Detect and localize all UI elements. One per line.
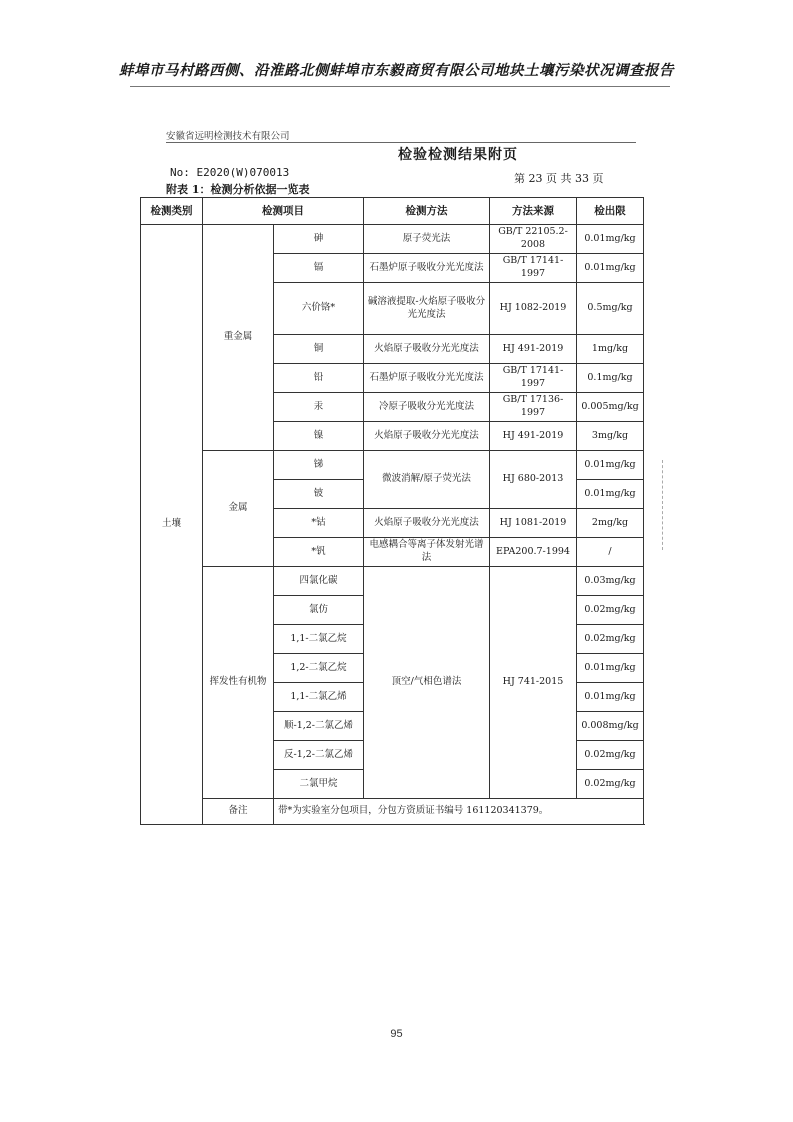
scan-margin-marks [662, 460, 671, 550]
limit-cell: 0.01mg/kg [577, 225, 644, 254]
source-cell: HJ 1081-2019 [490, 509, 577, 538]
source-cell: GB/T 17141-1997 [490, 364, 577, 393]
source-cell: HJ 491-2019 [490, 422, 577, 451]
item-cell: 1,2-二氯乙烷 [274, 654, 364, 683]
limit-cell: 0.02mg/kg [577, 741, 644, 770]
method-cell: 火焰原子吸收分光光度法 [364, 509, 490, 538]
header-method: 检测方法 [364, 198, 490, 225]
analysis-basis-table [140, 197, 644, 825]
limit-cell: 0.01mg/kg [577, 451, 644, 480]
limit-cell: 0.01mg/kg [577, 480, 644, 509]
group-voc: 挥发性有机物 [203, 567, 274, 799]
method-cell: 电感耦合等离子体发射光谱法 [364, 538, 490, 567]
source-cell: HJ 1082-2019 [490, 283, 577, 335]
limit-cell: 0.02mg/kg [577, 596, 644, 625]
limit-cell: 0.01mg/kg [577, 254, 644, 283]
limit-cell: 3mg/kg [577, 422, 644, 451]
method-cell: 火焰原子吸收分光光度法 [364, 335, 490, 364]
report-number: No: E2020(W)070013 [170, 166, 290, 179]
page-number: 95 [390, 1028, 403, 1040]
limit-cell: 0.03mg/kg [577, 567, 644, 596]
table-row [141, 451, 644, 480]
report-header: 蚌埠市马村路西侧、沿淮路北侧蚌埠市东毅商贸有限公司地块土壤污染状况调查报告 [119, 62, 674, 79]
header-source: 方法来源 [490, 198, 577, 225]
method-cell: 石墨炉原子吸收分光光度法 [364, 254, 490, 283]
item-cell: 锑 [274, 451, 364, 480]
method-cell: 碱溶液提取-火焰原子吸收分光光度法 [364, 283, 490, 335]
limit-cell: 0.1mg/kg [577, 364, 644, 393]
doc-title: 检验检测结果附页 [398, 147, 518, 163]
category-cell: 土壤 [141, 225, 203, 825]
table-header-row [141, 198, 644, 225]
item-cell: 铜 [274, 335, 364, 364]
item-cell: 铍 [274, 480, 364, 509]
header-limit: 检出限 [577, 198, 644, 225]
group-heavy-metals: 重金属 [203, 225, 274, 451]
item-cell: 镍 [274, 422, 364, 451]
group-metals: 金属 [203, 451, 274, 567]
item-cell: 四氯化碳 [274, 567, 364, 596]
limit-cell: 0.02mg/kg [577, 770, 644, 799]
item-cell: 氯仿 [274, 596, 364, 625]
item-cell: 砷 [274, 225, 364, 254]
limit-cell: / [577, 538, 644, 567]
source-cell: EPA200.7-1994 [490, 538, 577, 567]
item-cell: 汞 [274, 393, 364, 422]
limit-cell: 0.02mg/kg [577, 625, 644, 654]
source-cell: HJ 741-2015 [490, 567, 577, 799]
method-cell: 火焰原子吸收分光光度法 [364, 422, 490, 451]
header-rule [130, 86, 670, 87]
table-row [141, 225, 644, 254]
method-cell: 冷原子吸收分光光度法 [364, 393, 490, 422]
header-category: 检测类别 [141, 198, 203, 225]
item-cell: 镉 [274, 254, 364, 283]
limit-cell: 0.005mg/kg [577, 393, 644, 422]
table-caption: 附表 1：检测分析依据一览表 [166, 183, 310, 196]
source-cell: GB/T 22105.2-2008 [490, 225, 577, 254]
item-cell: 二氯甲烷 [274, 770, 364, 799]
item-cell: 1,1-二氯乙烷 [274, 625, 364, 654]
source-cell: HJ 491-2019 [490, 335, 577, 364]
method-cell: 原子荧光法 [364, 225, 490, 254]
page-count: 第 23 页 共 33 页 [514, 172, 604, 185]
item-cell: *钒 [274, 538, 364, 567]
remarks-text: 带*为实验室分包项目，分包方资质证书编号 161120341379。 [274, 799, 644, 825]
header-item: 检测项目 [203, 198, 364, 225]
limit-cell: 0.008mg/kg [577, 712, 644, 741]
remarks-row [141, 799, 644, 825]
method-cell: 石墨炉原子吸收分光光度法 [364, 364, 490, 393]
method-cell: 微波消解/原子荧光法 [364, 451, 490, 509]
item-cell: 1,1-二氯乙烯 [274, 683, 364, 712]
limit-cell: 0.01mg/kg [577, 683, 644, 712]
item-cell: *钴 [274, 509, 364, 538]
company-name: 安徽省远明检测技术有限公司 [166, 131, 290, 142]
method-cell: 顶空/气相色谱法 [364, 567, 490, 799]
remarks-label: 备注 [203, 799, 274, 825]
company-rule [166, 142, 636, 143]
item-cell: 六价铬* [274, 283, 364, 335]
limit-cell: 2mg/kg [577, 509, 644, 538]
source-cell: HJ 680-2013 [490, 451, 577, 509]
item-cell: 反-1,2-二氯乙烯 [274, 741, 364, 770]
limit-cell: 0.01mg/kg [577, 654, 644, 683]
source-cell: GB/T 17136-1997 [490, 393, 577, 422]
source-cell: GB/T 17141-1997 [490, 254, 577, 283]
item-cell: 铅 [274, 364, 364, 393]
table-row [141, 567, 644, 596]
item-cell: 顺-1,2-二氯乙烯 [274, 712, 364, 741]
limit-cell: 0.5mg/kg [577, 283, 644, 335]
limit-cell: 1mg/kg [577, 335, 644, 364]
